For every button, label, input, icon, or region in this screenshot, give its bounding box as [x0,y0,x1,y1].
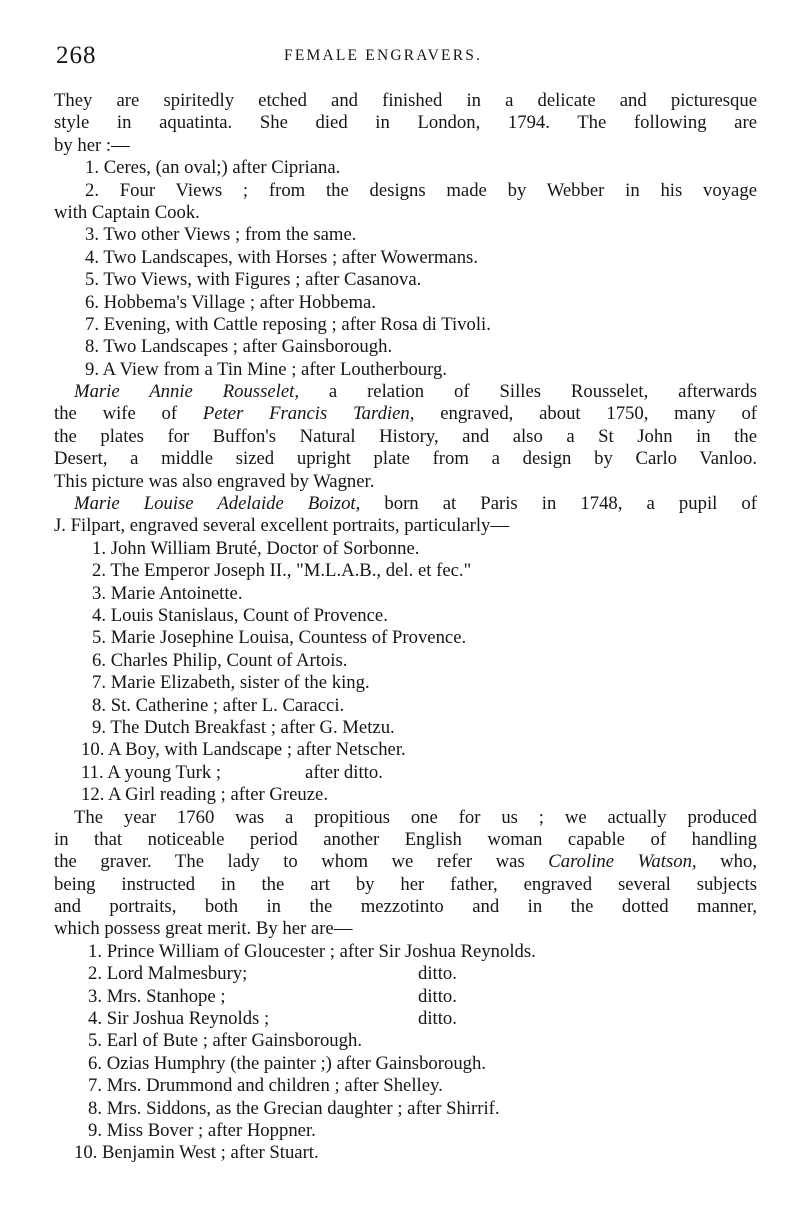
text-line [54,493,757,515]
list-item: 9. Miss Bover ; after Hoppner. [88,1119,316,1141]
engraver-name: Marie Louise Adelaide Boizot, [74,493,361,515]
list-item: 6. Hobbema's Village ; after Hobbema. [85,291,376,313]
engraver-name: Caroline Watson, [548,851,697,873]
list-item: 8. Two Landscapes ; after Gainsborough. [85,336,393,358]
list-item: 7. Mrs. Drummond and children ; after Shelley. [88,1075,443,1097]
list-item: 12. A Girl reading ; after Greuze. [81,784,328,806]
list-item: 3. Two other Views ; from the same. [85,224,357,246]
list-item: 5. Two Views, with Figures ; after Casanova. [85,269,422,291]
text-line: the plates for Buffon's Natural History, and also a St John in the [54,425,757,447]
list-item: 3. Marie Antoinette. [92,582,243,604]
list-item: 6. Charles Philip, Count of Artois. [92,649,348,671]
text-line [54,403,757,425]
text-line: being instructed in the art by her father, engraved several subjects [54,873,757,895]
list-item: 7. Marie Elizabeth, sister of the king. [92,672,370,694]
text-fragment: who, [696,851,757,873]
list-item-continuation: with Captain Cook. [54,201,200,223]
list-item [54,762,757,784]
list-item: 4. Louis Stanislaus, Count of Provence. [92,604,388,626]
list-item-title: 2. Lord Malmesbury; [88,963,248,985]
list-item [54,1008,757,1030]
text-line [54,851,757,873]
text-fragment: the wife of [54,403,203,425]
body-text [54,90,757,1165]
text-line: and portraits, both in the mezzotinto and in the dotted manner, [54,896,757,918]
list-item: 2. Four Views ; from the designs made by Webber in his voyage [85,179,757,201]
person-name: Peter Francis Tardien, [202,403,415,425]
list-item-title: 11. A young Turk ; [81,761,222,783]
list-item: 10. Benjamin West ; after Stuart. [74,1142,319,1164]
text-fragment: born at Paris in 1748, a pupil of [360,493,757,515]
list-item-artist: after ditto. [305,761,383,783]
list-item: 2. The Emperor Joseph II., "M.L.A.B., del. et fec." [92,560,472,582]
text-line: The year 1760 was a propitious one for us ; we actually produced [74,806,757,828]
list-item: 8. Mrs. Siddons, as the Grecian daughter ; after Shirrif. [88,1097,500,1119]
list-item-title: 3. Mrs. Stanhope ; [88,985,226,1007]
list-item: 8. St. Catherine ; after L. Caracci. [92,694,345,716]
text-fragment: the graver. The lady to whom we refer was [54,851,549,873]
list-item-artist: ditto. [418,985,457,1007]
list-item: 9. A View from a Tin Mine ; after Loutherbourg. [85,358,448,380]
text-line [54,381,757,403]
text-line: J. Filpart, engraved several excellent portraits, particularly— [54,515,510,537]
page-number: 268 [56,42,97,69]
list-item-artist: ditto. [418,1008,457,1030]
list-item: 1. Prince William of Gloucester ; after Sir Joshua Reynolds. [88,940,536,962]
page-header [56,42,756,72]
text-line: in that noticeable period another English woman capable of handling [54,828,757,850]
list-item: 4. Two Landscapes, with Horses ; after Wowermans. [85,246,478,268]
text-line: style in aquatinta. She died in London, 1794. The following are [54,112,757,134]
list-item: 10. A Boy, with Landscape ; after Netscher. [81,739,406,761]
list-item: 9. The Dutch Breakfast ; after G. Metzu. [92,716,395,738]
list-item: 5. Earl of Bute ; after Gainsborough. [88,1030,363,1052]
running-title: FEMALE ENGRAVERS. [284,47,483,64]
text-line: They are spiritedly etched and finished in a delicate and picturesque [54,90,757,111]
text-line: This picture was also engraved by Wagner. [54,470,375,492]
list-item [54,963,757,985]
text-fragment: a relation of Silles Rousselet, afterwards [299,381,758,403]
list-item: 1. John William Bruté, Doctor of Sorbonne. [92,537,420,559]
list-item [54,986,757,1008]
list-item: 1. Ceres, (an oval;) after Cipriana. [85,157,341,179]
engraver-name: Marie Annie Rousselet, [74,381,299,403]
list-item-title: 4. Sir Joshua Reynolds ; [88,1008,270,1030]
text-line: Desert, a middle sized upright plate from a design by Carlo Vanloo. [54,448,757,470]
text-fragment: engraved, about 1750, many of [414,403,758,425]
list-item: 6. Ozias Humphry (the painter ;) after Gainsborough. [88,1052,487,1074]
list-item: 7. Evening, with Cattle reposing ; after Rosa di Tivoli. [85,313,491,335]
list-item: 5. Marie Josephine Louisa, Countess of Provence. [92,627,467,649]
list-item-artist: ditto. [418,963,457,985]
text-line: which possess great merit. By her are— [54,918,353,940]
text-line: by her :— [54,134,130,156]
